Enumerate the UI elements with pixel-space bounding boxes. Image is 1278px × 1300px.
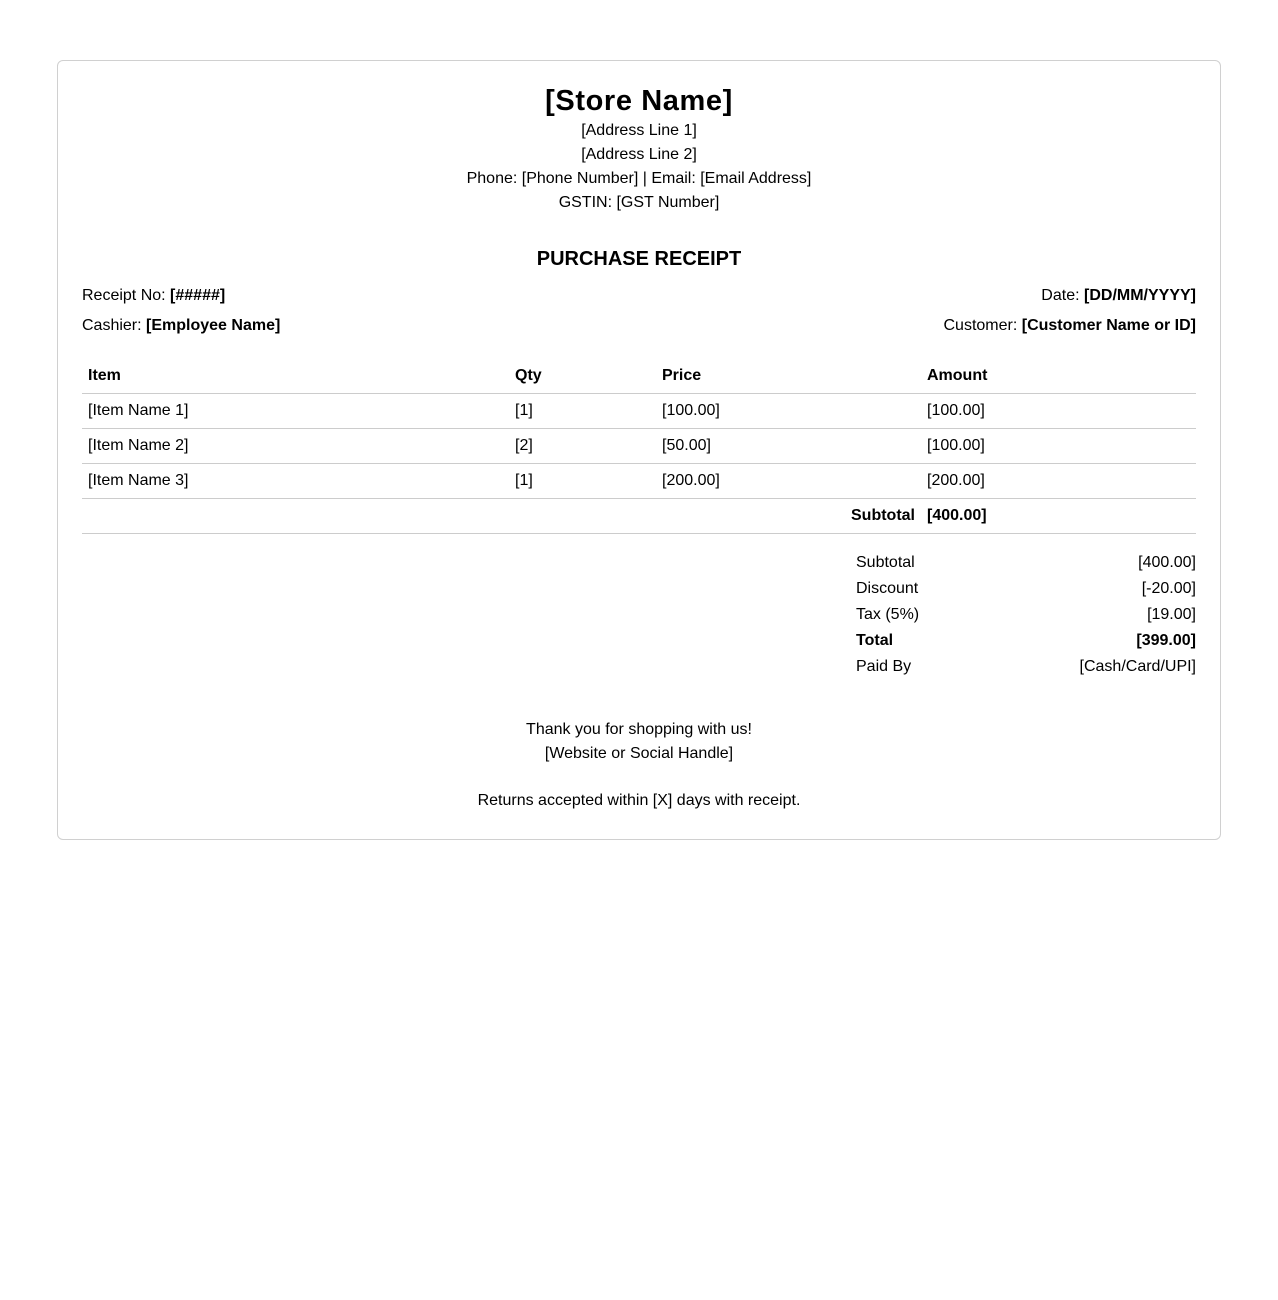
item-name: [Item Name 1] <box>82 394 509 429</box>
column-header-price: Price <box>656 359 921 394</box>
total-label: Total <box>856 632 894 649</box>
store-header <box>82 61 1196 215</box>
table-header-row <box>82 359 1196 394</box>
receipt-date-value: [DD/MM/YYYY] <box>1084 287 1196 304</box>
cashier <box>82 317 280 335</box>
customer-label: Customer: <box>943 317 1018 334</box>
item-amount: [100.00] <box>921 394 1196 429</box>
item-amount: [200.00] <box>921 464 1196 499</box>
totals-row-discount <box>856 576 1196 602</box>
item-name: [Item Name 3] <box>82 464 509 499</box>
totals-row-paid-by <box>856 654 1196 680</box>
item-name: [Item Name 2] <box>82 429 509 464</box>
store-name: [Store Name] <box>545 85 733 117</box>
store-address-line-2: [Address Line 2] <box>581 146 697 163</box>
table-row <box>82 464 1196 499</box>
cashier-label: Cashier: <box>82 317 142 334</box>
receipt-date-label: Date: <box>1041 287 1080 304</box>
customer <box>944 317 1197 335</box>
totals-row-subtotal <box>856 550 1196 576</box>
tax-value: [19.00] <box>1147 606 1196 623</box>
customer-value: [Customer Name or ID] <box>1021 317 1196 334</box>
column-header-amount: Amount <box>921 359 1196 394</box>
subtotal-label: Subtotal <box>856 554 915 571</box>
total-value: [399.00] <box>1136 632 1196 649</box>
totals-row-total <box>856 628 1196 654</box>
table-row <box>82 429 1196 464</box>
receipt-title: PURCHASE RECEIPT <box>536 248 742 270</box>
cashier-value: [Employee Name] <box>146 317 281 334</box>
meta-row-2 <box>82 317 1196 335</box>
item-qty: [1] <box>509 394 656 429</box>
meta-row-1 <box>82 287 1196 305</box>
totals-summary <box>856 550 1196 680</box>
receipt-card <box>57 60 1221 840</box>
items-table <box>82 359 1196 534</box>
paid-by-label: Paid By <box>856 658 912 675</box>
store-gstin: GSTIN: [GST Number] <box>558 194 720 211</box>
receipt-meta <box>82 287 1196 335</box>
item-amount: [100.00] <box>921 429 1196 464</box>
receipt-number <box>82 287 225 305</box>
discount-value: [-20.00] <box>1141 580 1196 597</box>
subtotal-value: [400.00] <box>1138 554 1196 571</box>
store-address-line-1: [Address Line 1] <box>581 122 697 139</box>
store-contact: Phone: [Phone Number] | Email: [Email Address] <box>466 170 812 187</box>
item-price: [50.00] <box>656 429 921 464</box>
table-subtotal-value: [400.00] <box>921 499 1196 534</box>
receipt-number-label: Receipt No: <box>82 287 166 304</box>
receipt-footer <box>82 718 1196 813</box>
table-row <box>82 394 1196 429</box>
column-header-item: Item <box>82 359 509 394</box>
discount-label: Discount <box>856 580 919 597</box>
item-price: [200.00] <box>656 464 921 499</box>
returns-policy: Returns accepted within [X] days with receipt. <box>477 792 801 809</box>
column-header-qty: Qty <box>509 359 656 394</box>
paid-by-value: [Cash/Card/UPI] <box>1079 658 1196 675</box>
item-qty: [1] <box>509 464 656 499</box>
totals-row-tax <box>856 602 1196 628</box>
table-subtotal-row <box>82 499 1196 534</box>
receipt-number-value: [#####] <box>170 287 226 304</box>
thank-you-message: Thank you for shopping with us! <box>526 721 752 738</box>
table-subtotal-label: Subtotal <box>82 499 921 534</box>
tax-label: Tax (5%) <box>856 606 920 623</box>
website-handle: [Website or Social Handle] <box>544 745 734 762</box>
item-qty: [2] <box>509 429 656 464</box>
item-price: [100.00] <box>656 394 921 429</box>
receipt-date <box>1041 287 1196 305</box>
